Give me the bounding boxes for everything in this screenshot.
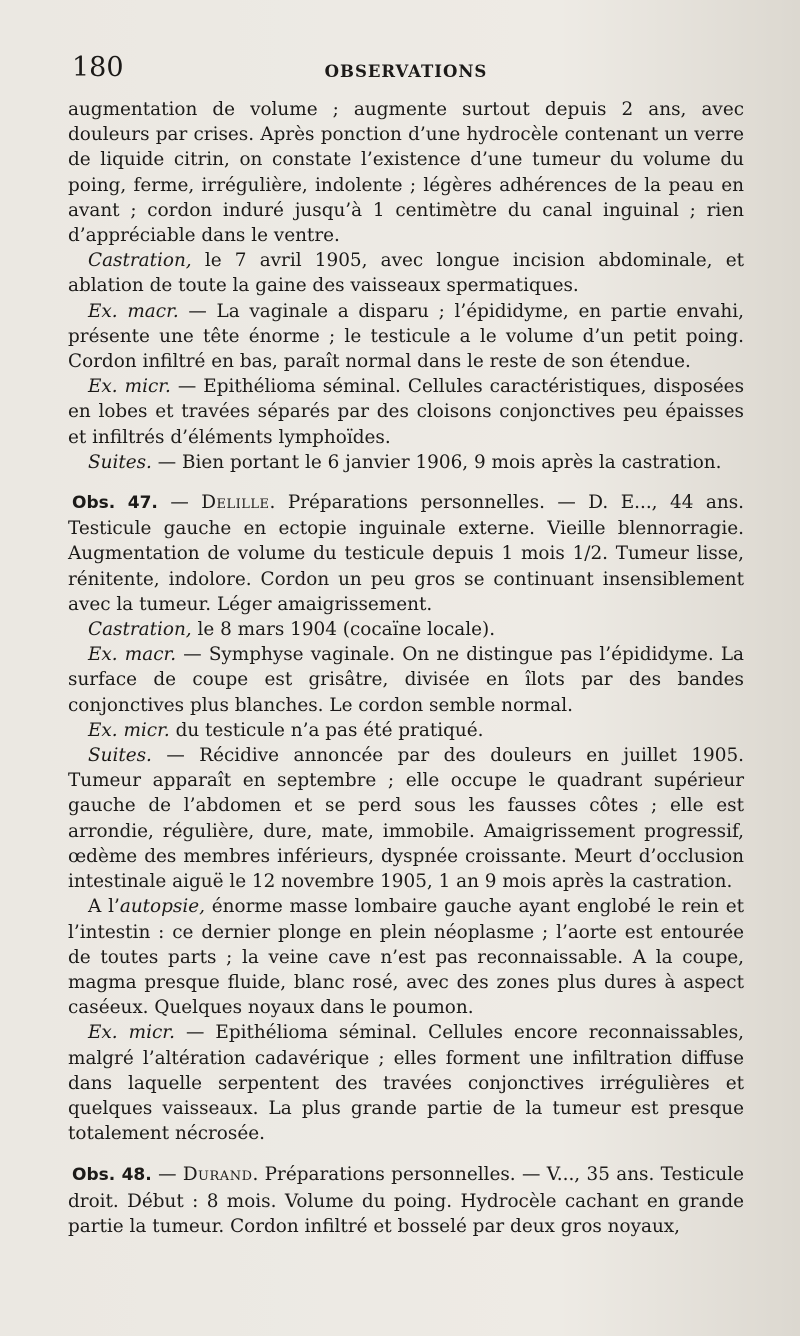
suites-text: — Bien portant le 6 janvier 1906, 9 mois après la castration.	[151, 451, 722, 473]
page-body	[68, 97, 744, 1239]
observation-47-suites	[68, 743, 744, 894]
running-title: OBSERVATIONS	[324, 62, 488, 81]
page-header	[72, 52, 740, 92]
obs47-suites-label: Suites.	[88, 745, 152, 767]
obs47-suites-text: — Récidive annoncée par des douleurs en juillet 1905. Tumeur apparaît en septembre ; elle occupe le quadrant supérieur gauche de l’abdomen et se perd sous les fausses côtes ; elle est arrondie, régulière, dure, mate, immobile. Amaigrissement progressif, œdème des membres inférieurs, dyspnée croissante. Meurt d’occlusion intestinale aiguë le 12 novembre 1905, 1 an 9 mois après la castration.	[68, 745, 744, 893]
paragraph-continued: augmentation de volume ; augmente surtout depuis 2 ans, avec douleurs par crises. Après ponction d’une hydrocèle contenant un verre de liquide citrin, on constate l’existence d’une tumeur du volume du poing, ferme, irrégulière, indolente ; légères adhérences de la peau en avant ; cordon induré jusqu’à 1 centimètre du canal inguinal ; rien d’appréciable dans le ventre.	[68, 99, 744, 247]
castration-label: Castration,	[88, 250, 192, 272]
obs47-castration-text: le 8 mars 1904 (cocaïne locale).	[191, 619, 496, 641]
obs47-ex-micr-label: Ex. micr.	[88, 719, 170, 741]
obs47-ex-micr2-text: — Epithélioma séminal. Cellules encore reconnaissables, malgré l’altération cadavérique ; elles forment une infiltration diffuse dans laquelle serpentent des travées conjonctives irrégulières et quelques vaisseaux. La plus grande partie de la tumeur est presque totalement nécrosée.	[68, 1022, 744, 1145]
ex-micr-label: Ex. micr.	[88, 376, 171, 398]
paragraph-ex-micr	[68, 374, 744, 450]
obs47-castration-label: Castration,	[88, 619, 192, 641]
ex-micr-text: — Epithélioma séminal. Cellules caractéristiques, disposées en lobes et travées séparés par des cloisons conjonctives peu épaisses et infiltrés d’éléments lymphoïdes.	[68, 376, 745, 448]
observation-48-number: Obs. 48.	[72, 1165, 152, 1186]
observation-47-castration	[68, 617, 744, 642]
section-gap	[68, 1146, 744, 1162]
paragraph-suites	[68, 450, 744, 475]
observation-47-ex-micr-2	[68, 1020, 744, 1146]
observation-47-autopsie	[68, 894, 744, 1020]
obs47-ex-macr-text: — Symphyse vaginale. On ne distingue pas l’épididyme. La surface de coupe est grisâtre, divisée en îlots par des bandes conjonctives plus blanches. Le cordon semble normal.	[68, 644, 744, 716]
observation-48-heading	[68, 1162, 744, 1239]
section-gap	[68, 475, 744, 490]
observation-47-heading	[68, 490, 744, 617]
observation-47-ex-micr	[68, 718, 744, 743]
obs47-ex-micr-text: du testicule n’a pas été pratiqué.	[169, 719, 484, 741]
ex-macr-label: Ex. macr.	[88, 300, 179, 322]
observation-48-author: Durand	[182, 1164, 253, 1186]
ex-macr-text: — La vaginale a disparu ; l’épididyme, en partie envahi, présente une tête énorme ; le testicule a le volume d’un petit poing. Cordon infiltré en bas, paraît normal dans le reste de son étendue.	[68, 300, 744, 373]
obs47-ex-micr2-label: Ex. micr.	[88, 1022, 175, 1044]
suites-label: Suites.	[88, 451, 152, 473]
obs47-autopsie-text: énorme masse lombaire gauche ayant englobé le rein et l’intestin : ce dernier plonge en plein néoplasme ; l’aorte est entourée de toutes parts ; la veine cave n’est pas reconnaissable. A la coupe, magma presque fluide, blanc rosé, avec des zones plus dures à aspect caséeux. Quelques noyaux dans le poumon.	[68, 896, 744, 1019]
obs47-autopsie-label: autopsie,	[119, 896, 205, 918]
observation-47-sep: —	[157, 492, 202, 514]
obs47-autopsie-pre: A l’	[88, 896, 120, 918]
paragraph-ex-macr	[68, 299, 744, 375]
observation-47-ex-macr	[68, 642, 744, 718]
page-number: 180	[72, 52, 124, 83]
observation-47-author: Delille	[201, 492, 270, 514]
observation-48-sep: —	[151, 1164, 183, 1186]
observation-47-number: Obs. 47.	[72, 493, 158, 514]
observation-47-text: . Préparations personnelles. — D. E..., 44 ans. Testicule gauche en ectopie inguinale externe. Vieille blennorragie. Augmentation de volume du testicule depuis 1 mois 1/2. Tumeur lisse, rénitente, indolore. Cordon un peu gros se continuant insensiblement avec la tumeur. Léger amaigrissement.	[68, 492, 744, 615]
paragraph-castration	[68, 248, 744, 298]
observation-48-text: . Préparations personnelles. — V..., 35 ans. Testicule droit. Début : 8 mois. Volume du poing. Hydrocèle cachant en grande partie la tumeur. Cordon infiltré et bosselé par deux gros noyaux,	[68, 1164, 745, 1237]
castration-text: le 7 avril 1905, avec longue incision abdominale, et ablation de toute la gaine des vaisseaux spermatiques.	[68, 250, 744, 297]
obs47-ex-macr-label: Ex. macr.	[88, 644, 177, 666]
